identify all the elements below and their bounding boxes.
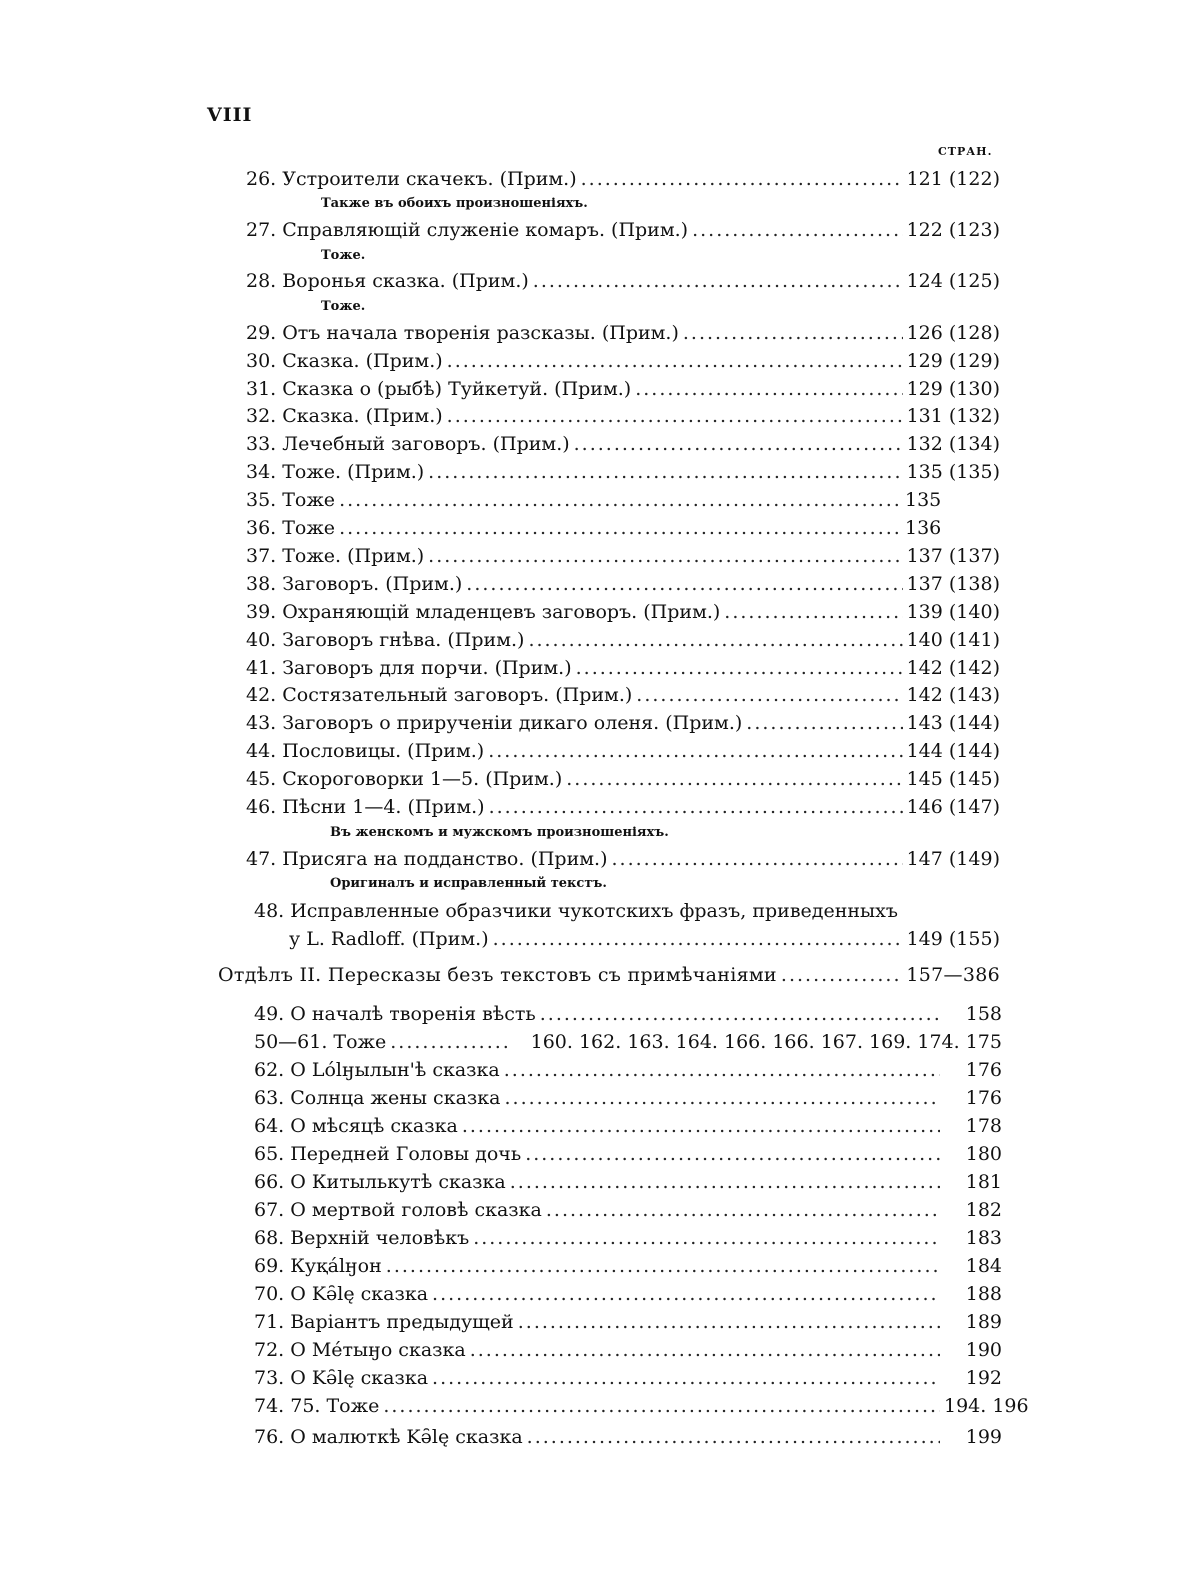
entry-page: 137 (138) [906, 573, 1000, 595]
dot-leader [432, 1367, 940, 1389]
entry-number: 27. [246, 219, 277, 241]
entry-number: 26. [246, 168, 277, 190]
entry-number: 49. [254, 1003, 285, 1025]
toc-entry [254, 1255, 1002, 1277]
entry-page: 149 (155) [906, 928, 1000, 950]
toc-entry-48-line1 [254, 900, 1000, 922]
toc-entry [254, 1311, 1002, 1333]
page-number: VIII [207, 104, 253, 126]
toc-entry [254, 1283, 1002, 1305]
toc-entry [254, 1395, 1029, 1417]
entry-title: О Lólӈылын'ѣ сказка [290, 1059, 500, 1081]
toc-entry [246, 378, 1000, 400]
entry-number: 73. [254, 1367, 285, 1389]
toc-entry [246, 573, 1000, 595]
entry-title: Варіантъ предыдущей [290, 1311, 514, 1333]
dot-leader [386, 1255, 940, 1277]
entry-number: 35. [246, 489, 277, 511]
dot-leader [510, 1171, 940, 1193]
dot-leader [470, 1339, 940, 1361]
entry-page: 178 [965, 1115, 1002, 1137]
entry-title: Исправленные образчики чукотскихъ фразъ, приведенныхъ [290, 900, 898, 922]
dot-leader [525, 1143, 940, 1165]
dot-leader [447, 405, 903, 427]
entry-page: 129 (129) [906, 350, 1000, 372]
entry-number: 28. [246, 270, 277, 292]
entry-title: Тоже [326, 1395, 380, 1417]
entry-number: 67. [254, 1199, 285, 1221]
entry-title: Заговоръ для порчи. (Прим.) [282, 657, 572, 679]
toc-entry [254, 1003, 1002, 1025]
entry-number: 70. [254, 1283, 285, 1305]
entry-title: О Kə̑lę сказка [290, 1283, 429, 1305]
entry-title: Тоже. (Прим.) [282, 461, 425, 483]
entry-title: Куқálӈон [290, 1255, 382, 1277]
entry-number: 34. [246, 461, 277, 483]
dot-leader [339, 517, 901, 539]
entry-title: О началѣ творенія вѣсть [290, 1003, 536, 1025]
entry-title: О Ме́тыӈо сказка [290, 1339, 466, 1361]
entry-number: 40. [246, 629, 277, 651]
entry-title: О малюткѣ Kə̑lę сказка [290, 1426, 523, 1448]
toc-entry [246, 601, 1000, 623]
toc-entry [246, 712, 1000, 734]
dot-leader [462, 1115, 940, 1137]
dot-leader [447, 350, 903, 372]
dot-leader [488, 740, 902, 762]
toc-entry [254, 1199, 1002, 1221]
entry-number: 66. [254, 1171, 285, 1193]
toc-entry [254, 1339, 1002, 1361]
entry-page: 188 [965, 1283, 1002, 1305]
entry-title: Присяга на подданство. (Прим.) [282, 848, 608, 870]
entry-page: 183 [965, 1227, 1002, 1249]
entry-page: 124 (125) [906, 270, 1000, 292]
entry-number: 64. [254, 1115, 285, 1137]
toc-entry-48-line2 [289, 928, 1000, 950]
dot-leader [493, 928, 903, 950]
entry-number: 71. [254, 1311, 285, 1333]
entry-number: 41. [246, 657, 277, 679]
entry-title: Пѣсни 1—4. (Прим.) [282, 796, 485, 818]
dot-leader [390, 1031, 510, 1053]
entry-page: 131 (132) [906, 405, 1000, 427]
dot-leader [566, 768, 902, 790]
entry-page: 176 [965, 1059, 1002, 1081]
dot-leader [540, 1003, 940, 1025]
entry-page: 184 [965, 1255, 1002, 1277]
entry-page: 135 [905, 489, 942, 511]
entry-title: Пословицы. (Прим.) [282, 740, 485, 762]
entry-number: 43. [246, 712, 277, 734]
entry-number: 72. [254, 1339, 285, 1361]
entry-number: 31. [246, 378, 277, 400]
dot-leader [746, 712, 902, 734]
entry-number: 29. [246, 322, 277, 344]
dot-leader [612, 848, 903, 870]
entry-title: у L. Radloff. (Прим.) [289, 928, 489, 950]
entry-title: Сказка. (Прим.) [282, 405, 443, 427]
entry-page: 121 (122) [906, 168, 1000, 190]
dot-leader [428, 461, 902, 483]
dot-leader [683, 322, 903, 344]
entry-note: Тоже. [321, 248, 366, 263]
entry-title: Сказка. (Прим.) [282, 350, 443, 372]
entry-page: 176 [965, 1087, 1002, 1109]
entry-page: 146 (147) [906, 796, 1000, 818]
entry-number: 33. [246, 433, 277, 455]
toc-entry [254, 1031, 1002, 1053]
section-title: Отдѣлъ II. Пересказы безъ текстовъ съ примѣчаніями [218, 964, 777, 986]
entry-number: 38. [246, 573, 277, 595]
entry-page: 181 [965, 1171, 1002, 1193]
entry-page: 136 [905, 517, 942, 539]
entry-number: 39. [246, 601, 277, 623]
section-pages: 157—386 [906, 964, 1000, 986]
dot-leader [428, 545, 902, 567]
toc-entry [246, 796, 1000, 818]
toc-entry [246, 684, 1000, 706]
entry-note: Въ женскомъ и мужскомъ произношеніяхъ. [330, 825, 669, 840]
toc-entry [254, 1367, 1002, 1389]
entry-number: 68. [254, 1227, 285, 1249]
dot-leader [339, 489, 901, 511]
entry-number: 63. [254, 1087, 285, 1109]
entry-number: 44. [246, 740, 277, 762]
dot-leader [574, 433, 903, 455]
entry-page: 158 [965, 1003, 1002, 1025]
entry-page: 143 (144) [906, 712, 1000, 734]
toc-entry [254, 1426, 1002, 1448]
entry-title: О Китылькутѣ сказка [290, 1171, 506, 1193]
dot-leader [518, 1311, 940, 1333]
toc-entry [254, 1227, 1002, 1249]
entry-page: 182 [965, 1199, 1002, 1221]
dot-leader [724, 601, 902, 623]
entry-title: О мѣсяцѣ сказка [290, 1115, 458, 1137]
entry-page: 145 (145) [906, 768, 1000, 790]
toc-entry [246, 219, 1000, 241]
dot-leader [527, 1426, 940, 1448]
entry-number: 76. [254, 1426, 285, 1448]
toc-entry [254, 1143, 1002, 1165]
entry-number: 47. [246, 848, 277, 870]
entry-title: Отъ начала творенія разсказы. (Прим.) [282, 322, 679, 344]
dot-leader [504, 1059, 940, 1081]
entry-page: 180 [965, 1143, 1002, 1165]
dot-leader [489, 796, 903, 818]
dot-leader [636, 684, 902, 706]
entry-page: 135 (135) [906, 461, 1000, 483]
dot-leader [432, 1283, 940, 1305]
entry-page: 142 (142) [906, 657, 1000, 679]
entry-page: 192 [965, 1367, 1002, 1389]
toc-entry [246, 350, 1000, 372]
entry-title: Тоже. (Прим.) [282, 545, 425, 567]
entry-page: 144 (144) [906, 740, 1000, 762]
entry-title: О Kə̑lę сказка [290, 1367, 429, 1389]
entry-title: Скороговорки 1—5. (Прим.) [282, 768, 563, 790]
entry-title: Справляющій служеніе комаръ. (Прим.) [282, 219, 689, 241]
section-heading [218, 964, 1000, 986]
toc-entry [246, 768, 1000, 790]
entry-title: Лечебный заговоръ. (Прим.) [282, 433, 570, 455]
column-label: СТРАН. [938, 145, 993, 158]
entry-page: 137 (137) [906, 545, 1000, 567]
entry-number: 30. [246, 350, 277, 372]
entry-title: Верхній человѣкъ [290, 1227, 470, 1249]
entry-page: 132 (134) [906, 433, 1000, 455]
entry-number: 36. [246, 517, 277, 539]
dot-leader [383, 1395, 940, 1417]
entry-note: Оригиналъ и исправленный текстъ. [330, 876, 607, 891]
entry-number: 42. [246, 684, 277, 706]
entry-title: Охраняющій младенцевъ заговоръ. (Прим.) [282, 601, 721, 623]
entry-page: 199 [965, 1426, 1002, 1448]
entry-note: Тоже. [321, 299, 366, 314]
entry-title: Сказка о (рыбѣ) Туйкетуй. (Прим.) [282, 378, 632, 400]
toc-entry [254, 1087, 1002, 1109]
dot-leader [533, 270, 903, 292]
entry-note: Также въ обоихъ произношеніяхъ. [321, 196, 588, 211]
entry-title: Тоже [333, 1031, 387, 1053]
entry-title: Воронья сказка. (Прим.) [282, 270, 529, 292]
toc-entry [246, 168, 1000, 190]
toc-entry [246, 461, 1000, 483]
toc-entry [246, 489, 1000, 511]
entry-page: 147 (149) [906, 848, 1000, 870]
entry-title: Заговоръ. (Прим.) [282, 573, 463, 595]
toc-entry [246, 405, 1000, 427]
entry-number: 32. [246, 405, 277, 427]
entry-title: Солнца жены сказка [290, 1087, 501, 1109]
entry-title: О мертвой головѣ сказка [290, 1199, 542, 1221]
entry-title: Заговоръ о прирученіи дикаго оленя. (Прим.) [282, 712, 743, 734]
entry-title: Передней Головы дочь [290, 1143, 522, 1165]
entry-page: 160. 162. 163. 164. 166. 166. 167. 169. 174. 175 [530, 1031, 1002, 1053]
entry-number: 74. 75. [254, 1395, 321, 1417]
toc-entry [254, 1171, 1002, 1193]
toc-entry [246, 740, 1000, 762]
toc-entry [246, 657, 1000, 679]
entry-title: Заговоръ гнѣва. (Прим.) [282, 629, 525, 651]
entry-title: Состязательный заговоръ. (Прим.) [282, 684, 633, 706]
entry-page: 139 (140) [906, 601, 1000, 623]
toc-entry [254, 1115, 1002, 1137]
toc-entry [246, 433, 1000, 455]
toc-entry [246, 270, 1000, 292]
entry-title: Тоже [282, 489, 336, 511]
entry-number: 50—61. [254, 1031, 328, 1053]
entry-page: 126 (128) [906, 322, 1000, 344]
entry-title: Устроители скачекъ. (Прим.) [282, 168, 577, 190]
entry-page: 190 [965, 1339, 1002, 1361]
dot-leader [546, 1199, 940, 1221]
dot-leader [692, 219, 903, 241]
entry-number: 46. [246, 796, 277, 818]
entry-page: 129 (130) [906, 378, 1000, 400]
entry-page: 142 (143) [906, 684, 1000, 706]
toc-entry [254, 1059, 1002, 1081]
toc-entry [246, 545, 1000, 567]
toc-entry [246, 848, 1000, 870]
entry-number: 37. [246, 545, 277, 567]
entry-title: Тоже [282, 517, 336, 539]
dot-leader [581, 168, 903, 190]
entry-page: 194. 196 [944, 1395, 1029, 1417]
toc-entry [246, 629, 1000, 651]
entry-number: 65. [254, 1143, 285, 1165]
dot-leader [528, 629, 902, 651]
entry-number: 62. [254, 1059, 285, 1081]
dot-leader [576, 657, 903, 679]
dot-leader [635, 378, 902, 400]
dot-leader [466, 573, 902, 595]
entry-number: 48. [254, 900, 285, 922]
dot-leader [473, 1227, 940, 1249]
dot-leader [781, 964, 902, 986]
entry-page: 189 [965, 1311, 1002, 1333]
toc-entry [246, 322, 1000, 344]
toc-entry [246, 517, 1000, 539]
entry-page: 140 (141) [906, 629, 1000, 651]
dot-leader [504, 1087, 940, 1109]
entry-number: 69. [254, 1255, 285, 1277]
entry-page: 122 (123) [906, 219, 1000, 241]
entry-number: 45. [246, 768, 277, 790]
